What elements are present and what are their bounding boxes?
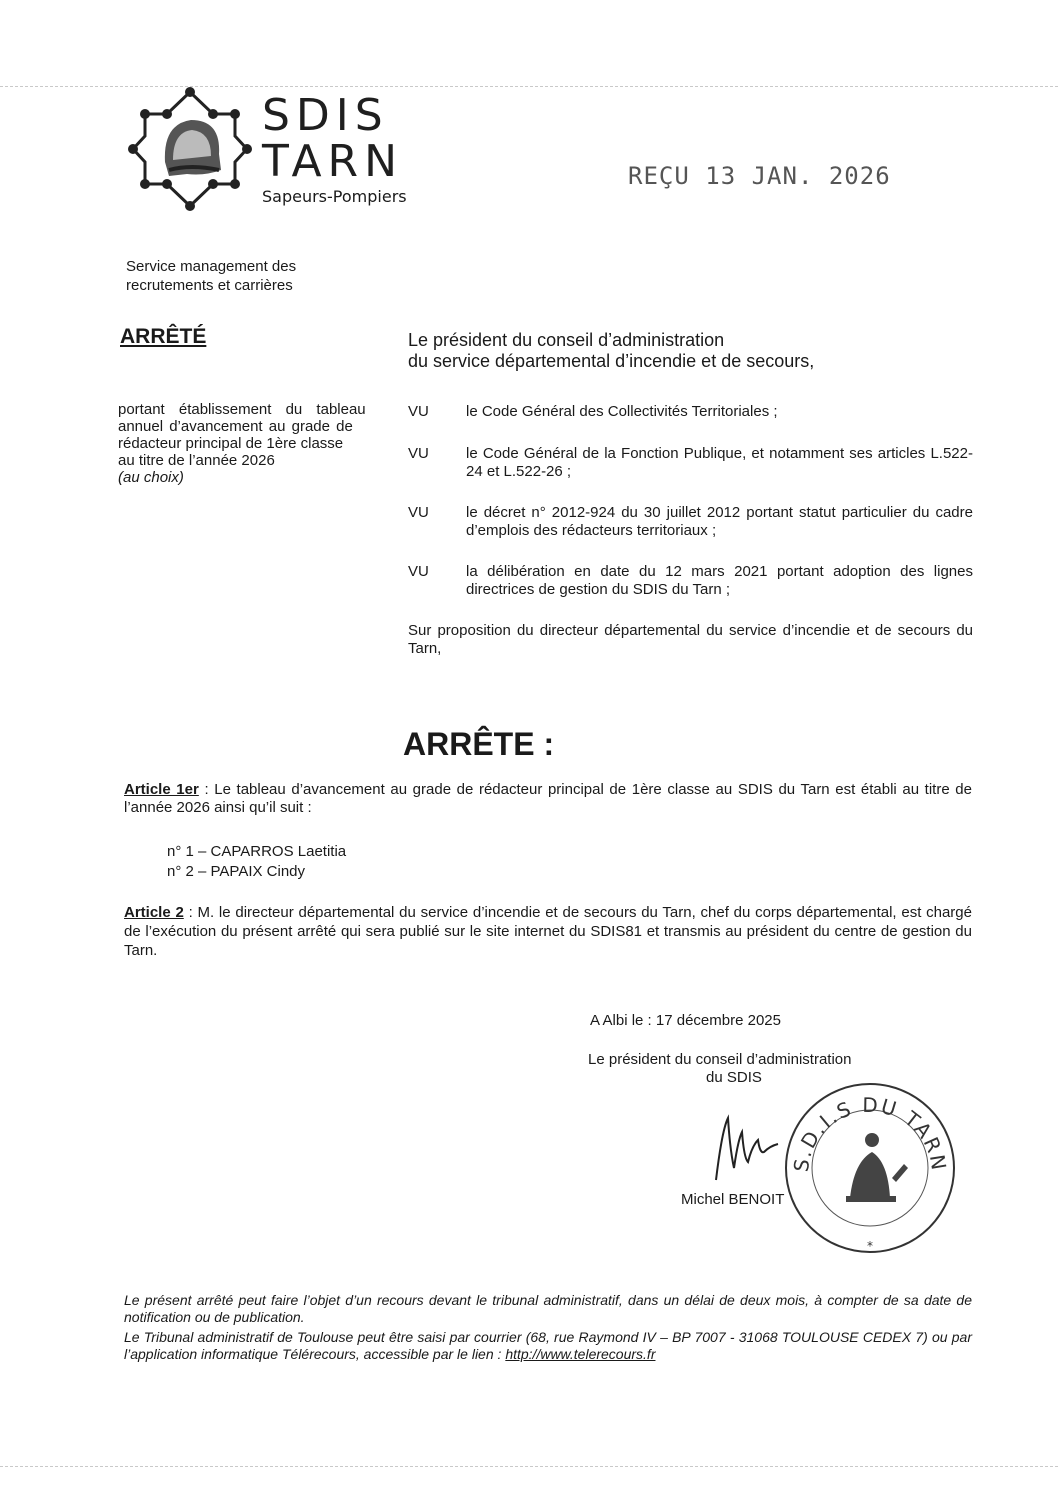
logo-tagline: Sapeurs-Pompiers — [262, 187, 407, 206]
heading-arrete-left: ARRÊTÉ — [120, 325, 207, 348]
article-2-label: Article 2 — [124, 904, 184, 921]
authority — [408, 330, 814, 372]
article-1-list — [167, 842, 346, 882]
visa-item: VU la délibération en date du 12 mars 2021 portant adoption des lignes directrices de gestion du SDIS du Tarn ; — [408, 563, 973, 598]
authority-line: du service départemental d’incendie et de secours, — [408, 351, 815, 371]
article-2-text: : M. le directeur départemental du service d’incendie et de secours du Tarn, chef du corps départemental, est chargé de l’exécution du présent arrêté qui sera publié sur le site internet du SDIS81 et transmis au président du centre de gestion du Tarn. — [124, 904, 972, 959]
place-date: A Albi le : 17 décembre 2025 — [590, 1012, 781, 1029]
service-line: recrutements et carrières — [126, 277, 293, 294]
subject-line: rédacteur principal de 1ère classe — [118, 435, 344, 452]
handwritten-signature-icon — [708, 1110, 788, 1190]
scan-edge-bottom — [0, 1466, 1058, 1468]
service-name — [126, 257, 296, 295]
sdis-logo-emblem-icon — [125, 84, 255, 214]
visa-item: VU le Code Général de la Fonction Publique, et notamment ses articles L.522-24 et L.522-26 ; — [408, 445, 973, 480]
footer-tribunal-text: Le Tribunal administratif de Toulouse peut être saisi par courrier (68, rue Raymond IV – BP 7007 - 31068 TOULOUSE CEDEX 7) ou par l’application informatique Télérecours, accessible par le lien : — [124, 1329, 972, 1362]
footer-appeal-notice: Le présent arrêté peut faire l’objet d’un recours devant le tribunal administratif, dans un délai de deux mois, à compter de sa date de notification ou de publication. — [124, 1292, 972, 1325]
logo-line-sdis: SDIS — [262, 90, 389, 141]
list-item: n° 2 – PAPAIX Cindy — [167, 863, 306, 880]
authority-line: Le président du conseil d’administration — [408, 330, 725, 350]
heading-arrete-main: ARRÊTE : — [403, 726, 555, 762]
logo-line-tarn: TARN — [262, 136, 404, 187]
visa-item: VU le décret n° 2012-924 du 30 juillet 2012 portant statut particulier du cadre d’emplois des rédacteurs territoriaux ; — [408, 504, 973, 539]
received-stamp: REÇU 13 JAN. 2026 — [628, 162, 891, 190]
article-1-label: Article 1er — [124, 781, 199, 798]
signatory-title-line: du SDIS — [706, 1069, 762, 1086]
article-2 — [124, 903, 972, 960]
service-line: Service management des — [126, 258, 297, 275]
article-1 — [124, 781, 972, 817]
official-seal-icon — [780, 1078, 960, 1258]
subject-line: annuel d’avancement au grade de — [118, 418, 353, 435]
signatory-title-line: Le président du conseil d’administration — [588, 1051, 852, 1068]
visa-item: VU le Code Général des Collectivités Territoriales ; — [408, 403, 778, 420]
article-1-text: : Le tableau d’avancement au grade de rédacteur principal de 1ère classe au SDIS du Tarn est établi au titre de l’année 2026 ainsi qu’il suit : — [124, 781, 972, 816]
subject-block — [118, 401, 396, 486]
subject-line: (au choix) — [118, 469, 184, 486]
subject-line: au titre de l’année 2026 — [118, 452, 275, 469]
proposal: Sur proposition du directeur départemental du service d’incendie et de secours du Tarn, — [408, 622, 973, 657]
svg-text:S.D.I.S DU TARN: S.D.I.S DU TARN — [788, 1092, 952, 1174]
telerecours-link[interactable]: http://www.telerecours.fr — [505, 1346, 656, 1362]
signatory-name: Michel BENOIT — [681, 1191, 785, 1208]
subject-line: portant établissement du tableau — [118, 401, 366, 418]
footer-tribunal-notice — [124, 1329, 972, 1363]
list-item: n° 1 – CAPARROS Laetitia — [167, 843, 347, 860]
svg-text:*: * — [867, 1239, 873, 1253]
